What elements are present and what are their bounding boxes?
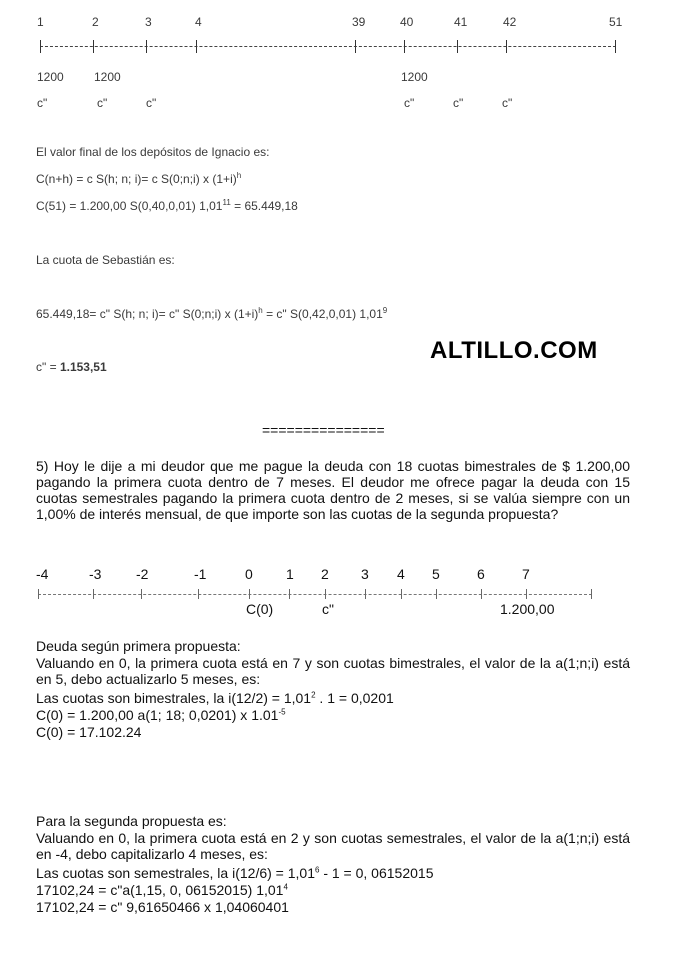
timeline-2-c-mark: c" (322, 601, 334, 617)
timeline-2-tick (141, 589, 142, 599)
second-proposal-line-3-exponent: 4 (283, 882, 288, 892)
timeline-1-c-mark: c" (37, 96, 48, 110)
first-proposal-line-2-result: . 1 = 0,0201 (315, 690, 394, 706)
timeline-2-amount: 1.200,00 (500, 601, 555, 617)
first-proposal-line-1: Valuando en 0, la primera cuota está en 7 y son cuotas bimestrales, el valor de la a(1;n;i) está en 5, debo actualizarlo 5 meses, es: (36, 655, 630, 687)
timeline-1-c-mark: c" (453, 96, 464, 110)
timeline-1-c-mark: c" (97, 96, 108, 110)
second-proposal-line-3 (36, 882, 630, 898)
timeline-2-label: 7 (522, 566, 530, 582)
timeline-1-amount: 1200 (94, 70, 121, 84)
second-proposal-line-2-result: - 1 = 0, 06152015 (319, 865, 434, 881)
timeline-1-label: 40 (400, 15, 414, 29)
timeline-1-label: 39 (352, 15, 366, 29)
second-proposal-line-3-text: 17102,24 = c"a(1,15, 0, 06152015) 1,01 (36, 882, 284, 898)
timeline-1-tick (404, 40, 405, 53)
timeline-1-amount: 1200 (37, 70, 64, 84)
ignacio-formula-a-text: C(n+h) = c S(h; n; i)= c S(0;n;i) x (1+i) (36, 172, 237, 186)
sebastian-formula-exponent-1: h (258, 306, 263, 315)
sebastian-formula-exponent-2: 9 (382, 306, 388, 315)
second-proposal-line-1: Valuando en 0, la primera cuota está en 2 y son cuotas semestrales, el valor de la a(1;n;i) está en -4, debo capitalizarlo 4 meses, es: (36, 830, 630, 862)
timeline-2-tick (436, 589, 437, 599)
timeline-1-label: 51 (609, 15, 623, 29)
ignacio-formula-a (36, 172, 241, 186)
timeline-2-tick (93, 589, 94, 599)
timeline-2-tick (401, 589, 402, 599)
sebastian-result (36, 360, 107, 374)
timeline-2-label: -4 (36, 566, 49, 582)
timeline-1-label: 41 (454, 15, 468, 29)
ignacio-formula-b-text: C(51) = 1.200,00 S(0,40,0,01) 1,01 (36, 199, 223, 213)
timeline-2-label: 2 (321, 566, 329, 582)
ignacio-formula-b-exponent: 11 (222, 198, 231, 207)
sebastian-intro: La cuota de Sebastián es: (36, 253, 175, 267)
first-proposal-line-3 (36, 707, 630, 723)
timeline-1-tick (355, 40, 356, 53)
timeline-1-amount: 1200 (401, 70, 428, 84)
timeline-2-label: -3 (89, 566, 102, 582)
sebastian-formula-mid: = c" S(0,42,0,01) 1,01 (262, 307, 383, 321)
timeline-2-label: 3 (361, 566, 369, 582)
timeline-1-label: 4 (195, 15, 202, 29)
first-proposal-line-4: C(0) = 17.102.24 (36, 724, 142, 740)
altillo-logo: ALTILLO.COM (430, 337, 598, 364)
timeline-2-tick (198, 589, 199, 599)
timeline-2-label: -1 (194, 566, 207, 582)
timeline-2-tick (365, 589, 366, 599)
timeline-2-tick (38, 589, 39, 599)
timeline-2-tick (289, 589, 290, 599)
sebastian-formula (36, 307, 387, 321)
timeline-1-label: 42 (503, 15, 517, 29)
sebastian-formula-text: 65.449,18= c" S(h; n; i)= c" S(0;n;i) x (1+i) (36, 307, 259, 321)
first-proposal-line-2 (36, 690, 630, 706)
first-proposal-line-3-exponent: -5 (278, 707, 286, 717)
timeline-2-tick (591, 589, 592, 599)
timeline-1-tick (196, 40, 197, 53)
timeline-1-axis (40, 46, 616, 48)
timeline-1-tick (146, 40, 147, 53)
timeline-2-label: 0 (245, 566, 253, 582)
timeline-1-tick (615, 40, 616, 53)
timeline-2-tick (526, 589, 527, 599)
timeline-1-tick (40, 40, 41, 53)
ignacio-intro: El valor final de los depósitos de Ignacio es: (36, 145, 270, 159)
second-proposal-title: Para la segunda propuesta es: (36, 813, 227, 829)
ignacio-formula-b-result: = 65.449,18 (230, 199, 298, 213)
second-proposal-line-2-text: Las cuotas son semestrales, la i(12/6) = 1,01 (36, 865, 315, 881)
timeline-2-label: -2 (136, 566, 149, 582)
timeline-2-label: 1 (286, 566, 294, 582)
timeline-2-axis (38, 594, 592, 596)
second-proposal-line-4: 17102,24 = c" 9,61650466 x 1,04060401 (36, 899, 289, 915)
timeline-1-label: 2 (92, 15, 99, 29)
timeline-1-c-mark: c" (502, 96, 513, 110)
timeline-1-tick (457, 40, 458, 53)
timeline-1-c-mark: c" (146, 96, 157, 110)
first-proposal-line-2-exponent: 2 (311, 690, 316, 700)
timeline-1-label: 3 (145, 15, 152, 29)
timeline-1-tick (93, 40, 94, 53)
second-proposal-line-2-exponent: 6 (314, 865, 320, 875)
timeline-2-label: 6 (477, 566, 485, 582)
sebastian-result-value: 1.153,51 (59, 360, 107, 374)
problem-5-text: 5) Hoy le dije a mi deudor que me pague la deuda con 18 cuotas bimestrales de $ 1.200,00 pagando la primera cuota dentro de 7 meses. El deudor me ofrece pagar la deuda con 15 cuotas semestrales pagando la primera cuota dentro de 2 meses, si se valúa siempre con un 1,00% de interés mensual, de que importe son las cuotas de la segunda propuesta? (36, 458, 630, 522)
sebastian-result-label: c" = (36, 360, 60, 374)
first-proposal-line-2-text: Las cuotas son bimestrales, la i(12/2) = 1,01 (36, 690, 312, 706)
timeline-1-tick (506, 40, 507, 53)
timeline-2-tick (481, 589, 482, 599)
timeline-2-tick (325, 589, 326, 599)
second-proposal-line-2 (36, 865, 630, 881)
ignacio-formula-b (36, 199, 298, 213)
first-proposal-title: Deuda según primera propuesta: (36, 638, 241, 654)
timeline-2-label: 5 (432, 566, 440, 582)
ignacio-formula-a-exponent: h (236, 171, 242, 180)
timeline-2-c0: C(0) (246, 601, 274, 617)
timeline-2-tick (249, 589, 250, 599)
first-proposal-line-3-text: C(0) = 1.200,00 a(1; 18; 0,0201) x 1.01 (36, 707, 279, 723)
timeline-2-label: 4 (397, 566, 405, 582)
timeline-1-c-mark: c" (404, 96, 415, 110)
section-separator: =============== (262, 422, 385, 438)
timeline-1-label: 1 (37, 15, 44, 29)
